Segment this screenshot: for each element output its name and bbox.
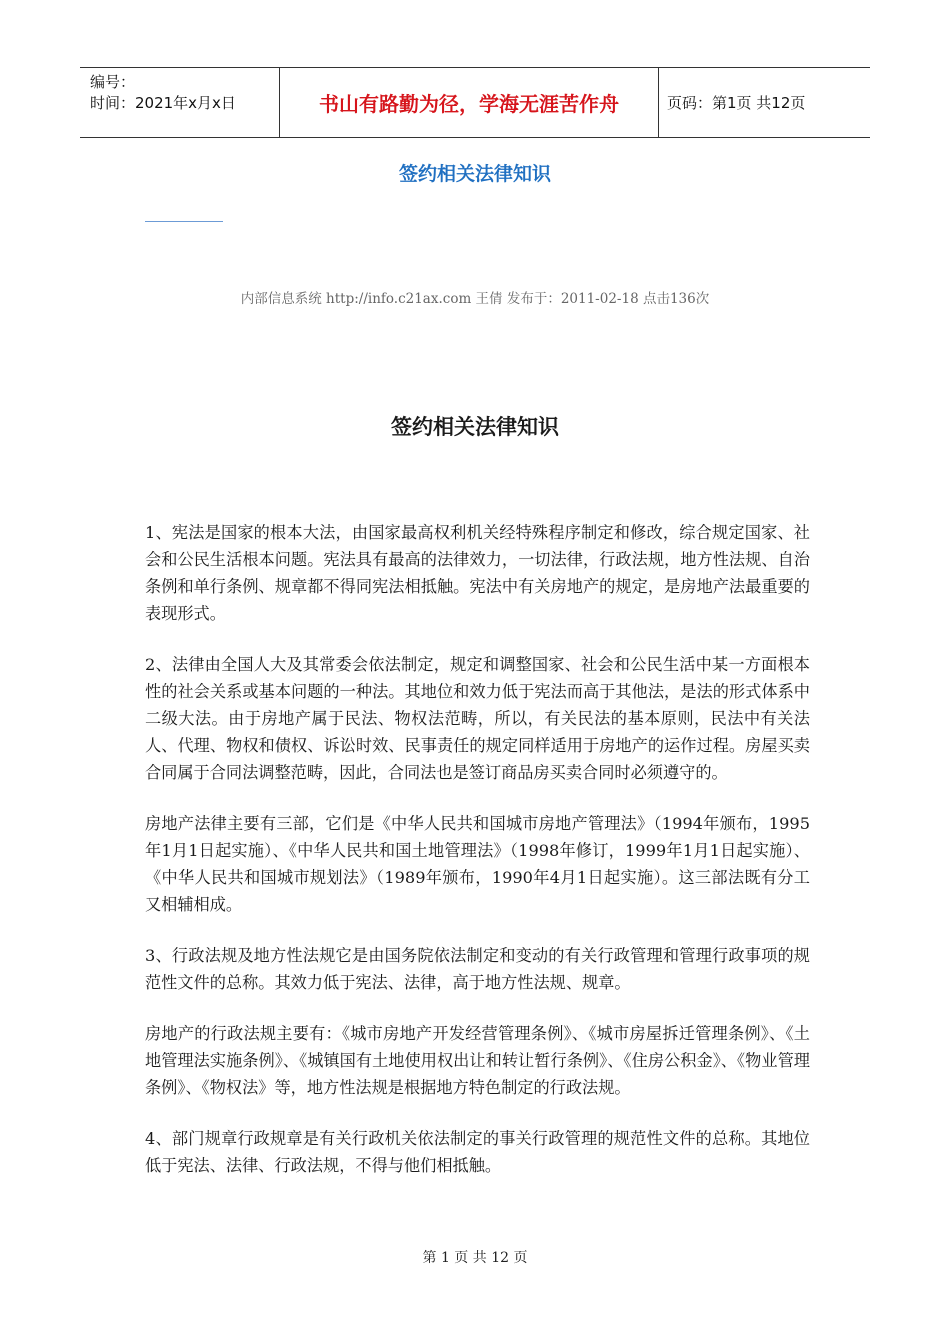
article-body xyxy=(145,519,810,1203)
header-motto: 书山有路勤为径，学海无涯苦作舟 xyxy=(280,68,659,137)
paragraph: 房地产的行政法规主要有：《城市房地产开发经营管理条例》、《城市房屋拆迁管理条例》、《土地管理法实施条例》、《城镇国有土地使用权出让和转让暂行条例》、《住房公积金》、《物业管理条例》、《物权法》等，地方性法规是根据地方特色制定的行政法规。 xyxy=(145,1024,810,1097)
article-meta: 内部信息系统 http://info.c21ax.com 王倩 发布于：2011-02-18 点击136次 xyxy=(240,291,710,307)
number-label: 编号： xyxy=(90,73,136,91)
header-page-info: 页码：第1页 共12页 xyxy=(667,94,806,112)
article-title: 签约相关法律知识 xyxy=(391,414,559,439)
paragraph: 1、宪法是国家的根本大法，由国家最高权利机关经特殊程序制定和修改，综合规定国家、社会和公民生活根本问题。宪法具有最高的法律效力，一切法律，行政法规，地方性法规、自治条例和单行条例、规章都不得同宪法相抵触。宪法中有关房地产的规定，是房地产法最重要的表现形式。 xyxy=(145,523,810,623)
paragraph: 4、部门规章行政规章是有关行政机关依法制定的事关行政管理的规范性文件的总称。其地位低于宪法、法律、行政法规，不得与他们相抵触。 xyxy=(145,1129,810,1175)
header-table xyxy=(80,67,870,138)
paragraph: 2、法律由全国人大及其常委会依法制定，规定和调整国家、社会和公民生活中某一方面根本性的社会关系或基本问题的一种法。其地位和效力低于宪法而高于其他法，是法的形式体系中二级大法。由于房地产属于民法、物权法范畴，所以，有关民法的基本原则，民法中有关法人、代理、物权和债权、诉讼时效、民事责任的规定同样适用于房地产的运作过程。房屋买卖合同属于合同法调整范畴，因此，合同法也是签订商品房买卖合同时必须遵守的。 xyxy=(145,655,810,782)
paragraph: 3、行政法规及地方性法规它是由国务院依法制定和变动的有关行政管理和管理行政事项的规范性文件的总称。其效力低于宪法、法律，高于地方性法规、规章。 xyxy=(145,946,810,992)
paragraph: 房地产法律主要有三部，它们是《中华人民共和国城市房地产管理法》（1994年颁布，1995年1月1日起实施）、《中华人民共和国土地管理法》（1998年修订，1999年1月1日起实施）、《中华人民共和国城市规划法》（1989年颁布，1990年4月1日起实施）。这三部法既有分工又相辅相成。 xyxy=(145,814,810,914)
title-divider xyxy=(145,221,223,222)
document-top-title: 签约相关法律知识 xyxy=(398,163,551,185)
page-footer: 第 1 页 共 12 页 xyxy=(422,1250,528,1266)
header-left-cell xyxy=(80,68,280,137)
time-label: 时间：2021年x月x日 xyxy=(90,94,236,112)
